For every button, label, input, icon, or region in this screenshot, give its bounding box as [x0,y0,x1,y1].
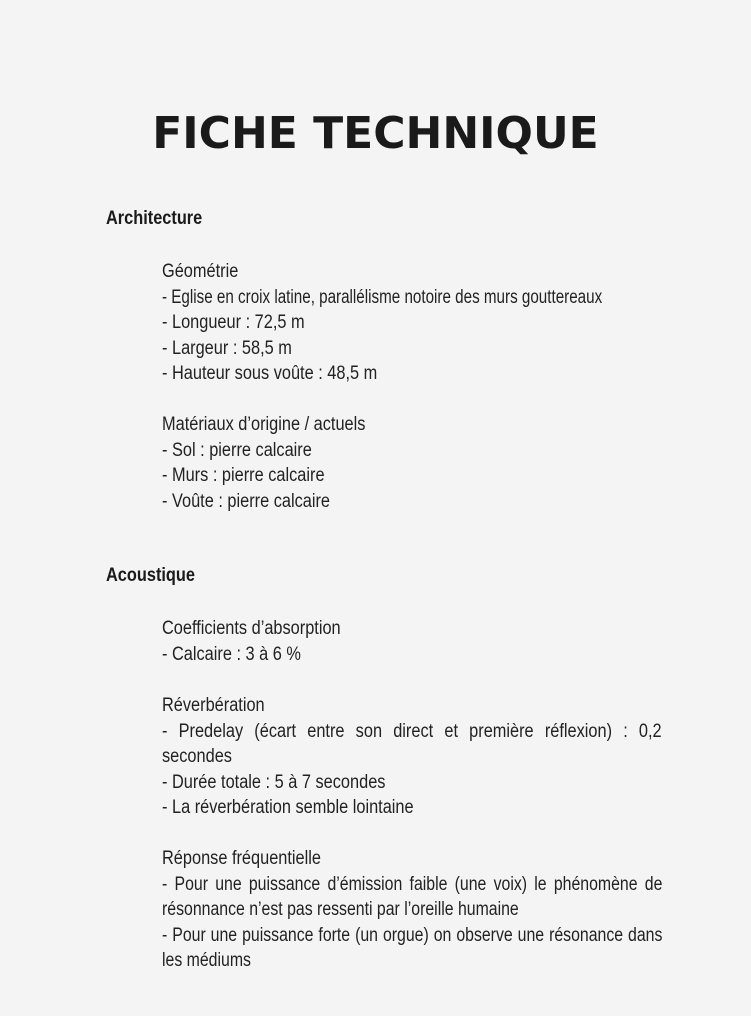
materiaux-item: - Murs : pierre calcaire [162,465,325,486]
reverberation-item: - Durée totale : 5 à 7 secondes [162,771,386,793]
reponse-item: - Pour une puissance forte (un orgue) on observe une résonance dans les médiums [162,924,663,971]
geometrie-block [162,259,662,387]
reverberation-block [162,693,662,821]
materiaux-subheading: Matériaux d’origine / actuels [162,414,366,435]
materiaux-block [162,412,662,514]
geometrie-item: - Largeur : 58,5 m [162,337,292,359]
geometrie-item: - Eglise en croix latine, parallélisme notoire des murs gouttereaux [162,286,603,308]
geometrie-subheading: Géométrie [162,261,239,282]
page-title: FICHE TECHNIQUE [152,108,599,159]
reverberation-item: - Predelay (écart entre son direct et première réflexion) : 0,2 secondes [162,720,662,767]
coefficients-item: - Calcaire : 3 à 6 % [162,643,301,665]
section-heading-architecture: Architecture [106,208,203,229]
coefficients-block [162,616,662,667]
section-heading-acoustique: Acoustique [106,565,195,586]
geometrie-item: - Hauteur sous voûte : 48,5 m [162,363,378,384]
coefficients-subheading: Coefficients d’absorption [162,618,341,639]
reverberation-subheading: Réverbération [162,695,265,716]
reponse-item: - Pour une puissance d’émission faible (une voix) le phénomène de résonnance n’est pas ressenti par l’oreille humaine [162,873,663,920]
reverberation-item: - La réverbération semble lointaine [162,797,414,818]
materiaux-item: - Sol : pierre calcaire [162,439,312,461]
reponse-subheading: Réponse fréquentielle [162,848,321,869]
reponse-block [162,846,662,974]
geometrie-item: - Longueur : 72,5 m [162,312,305,333]
materiaux-item: - Voûte : pierre calcaire [162,490,331,512]
